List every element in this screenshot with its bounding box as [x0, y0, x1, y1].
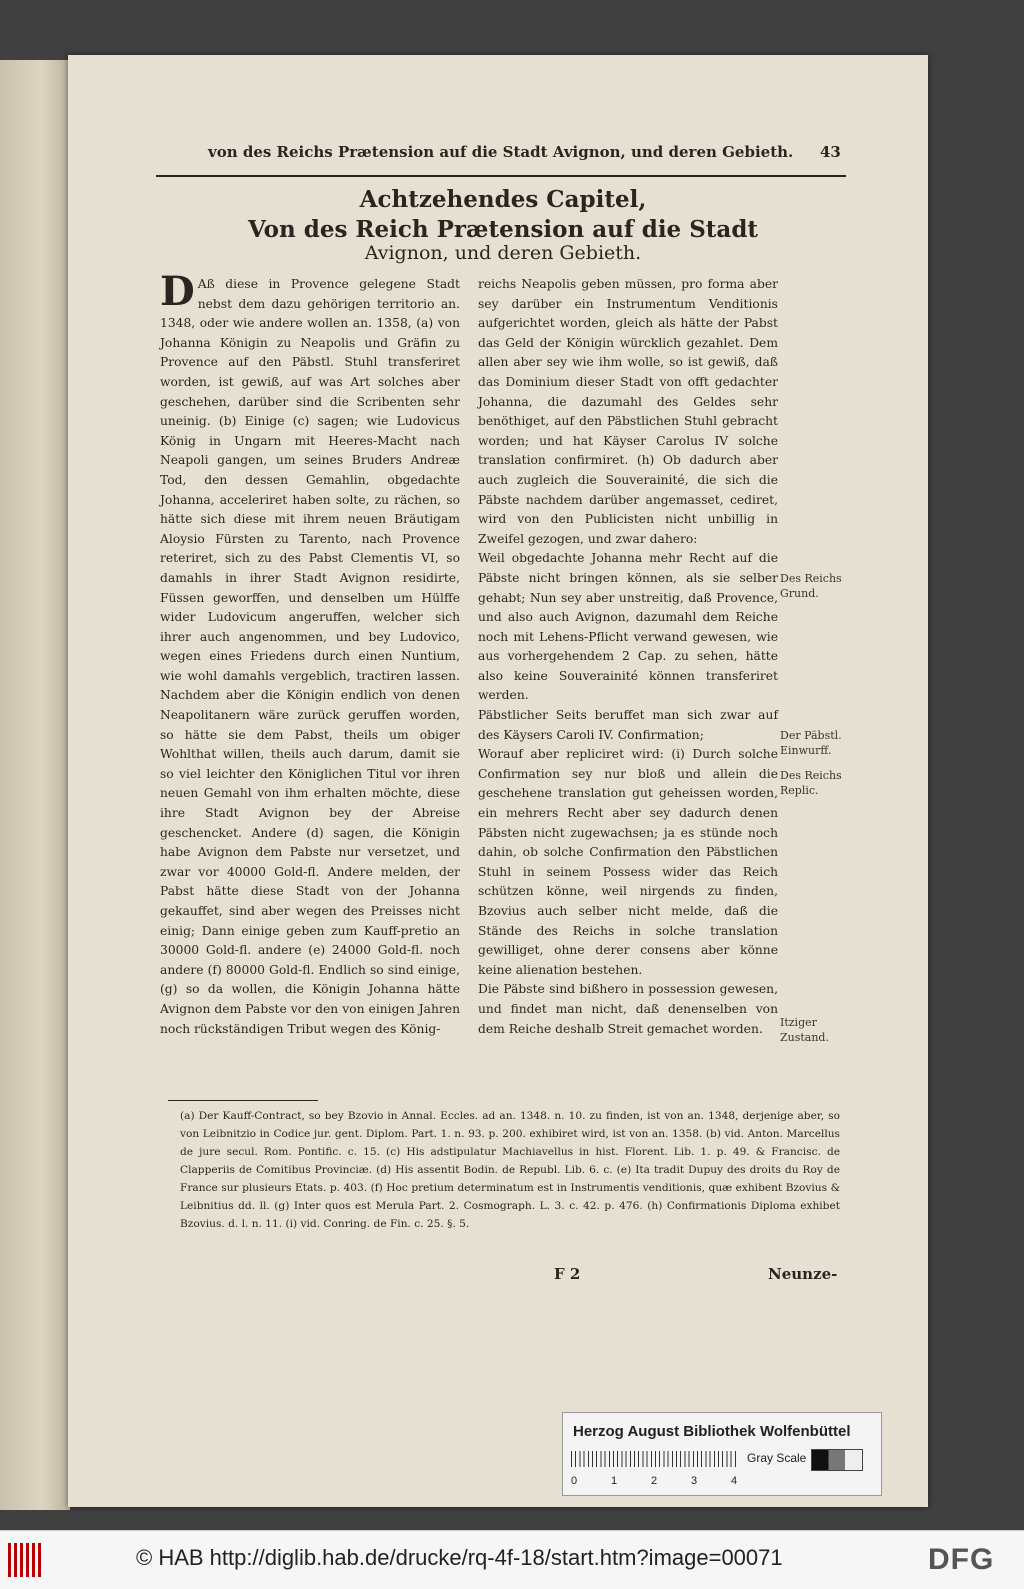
- ruler-number: 1: [611, 1475, 618, 1487]
- ruler-number: 2: [651, 1475, 658, 1487]
- footnotes: (a) Der Kauff-Contract, so bey Bzovio in Annal. Eccles. ad an. 1348. n. 10. zu finden, ist von an. 1348, derjenige aber, so von Leibnitzio in Codice jur. gent. Diplom. Part. 1. n. 93. p. 200. exhibiret wird, ist von an. 1358. (b) vid. Anton. Marcellus de jure secul. Rom. Pontific. c. 15. (c) His adstipulatur Machiavellus in hist. Florent. Lib. 1. p. 49. & Francisc. de Clapperiis de Comitibus Provinciæ. (d) His assentit Bodin. de Republ. Lib. 6. c. (e) Ita tradit Dupuy des droits du Roy de France sur plusieurs Etats. p. 403. (f) Hoc pretium determinatum est in Instrumentis venditionis, quæ exhibent Bzovius & Leibnitius dd. ll. (g) Inter quos est Merula Part. 2. Cosmograph. L. 3. c. 42. p. 476. (h) Confirmationis Diploma exhibet Bzovius. d. l. n. 11. (i) vid. Conring. de Fin. c. 25. §. 5.: [180, 1110, 840, 1230]
- card-title: Herzog August Bibliothek Wolfenbüttel: [573, 1423, 851, 1440]
- previous-page-edge: [0, 60, 70, 1510]
- page-number: 43: [820, 143, 841, 161]
- left-column: [160, 268, 460, 1039]
- catchword: Neunze-: [768, 1265, 838, 1283]
- ruler-number: 0: [571, 1475, 578, 1487]
- header-rule: [156, 175, 846, 177]
- margin-note-zustand: Itziger Zustand.: [780, 1016, 829, 1044]
- ruler-number: 4: [731, 1475, 738, 1487]
- paragraph: Worauf aber repliciret wird: (i) Durch solche Confirmation sey nur bloß und allein die geschehene translation gut geheissen worden, ein mehrers Recht aber sey dadurch denen Päbsten nicht zugewachsen; ja es stünde noch dahin, ob solche Confirmation den Päbstlichen Stuhl in seinem Possess wider das Reich schützen könne, weil nirgends zu finden, Bzovius auch selber nicht melde, daß die Stände des Reichs in solche translation gewilliget, ohne derer consens aber könne keine alienation bestehen.: [478, 747, 778, 977]
- margin-note-replic: Des Reichs Replic.: [780, 769, 842, 797]
- scale-ruler: [571, 1451, 739, 1467]
- chapter-title-line-2: Von des Reich Prætension auf die Stadt: [247, 216, 759, 243]
- margin-note-einwurff: Der Päbstl. Einwurff.: [780, 729, 842, 757]
- dfg-logo: DFG: [928, 1543, 995, 1576]
- viewer-footer: [0, 1530, 1024, 1589]
- color-calibration-card: [562, 1412, 882, 1496]
- book-page: [68, 55, 928, 1507]
- signature-mark: F 2: [554, 1265, 581, 1283]
- paragraph: DAß diese in Provence gelegene Stadt nebst dem dazu gehörigen territorio an. 1348, oder wie andere wollen an. 1358, (a) von Johanna Königin zu Neapolis und Gräfin zu Provence auf den Päbstl. Stuhl transferiret worden, ist gewiß, auf was Art solches aber geschehen, darüber sind die Scribenten sehr uneinig. (b) Einige (c) sagen; wie Ludovicus König in Ungarn mit Heeres-Macht nach Neapoli gangen, um seines Bruders Andreæ Tod, den dessen Gemahlin, obgedachte Johanna, acceleriret haben solte, zu rächen, so hätte sich diese mit ihrem neuen Bräutigam Aloysio Fürsten zu Tarento, nach Provence reteriret, sich zu des Pabst Clementis VI, so damahls in ihrer Stadt Avignon residirte, Füssen geworffen, und denselben um Hülffe wider Ludovicum angeruffen, welcher sich ihrer auch angenommen, und bey Ludovico, wegen eines Friedens durch einen Nuntium, wie wohl damahls vergeblich, tractiren lassen. Nachdem aber die Königin endlich von denen Neapolitanern wäre zurück geruffen worden, so hätte sie dem Pabst, theils um obiger Wohlthat willen, theils auch darum, damit sie so viel leichter den Königlichen Titul vor ihren neuen Gemahl von ihm erhalten möchte, diese ihre Stadt Avignon bey der Abreise geschencket. Andere (d) sagen, die Königin habe Avignon dem Pabste nur versetzet, und zwar vor 40000 Gold-fl. Andere melden, der Pabst hätte diese Stadt von der Johanna gekauffet, sind aber wegen des Preisses nicht einig; Dann einige geben zum Kauff-pretio an 30000 Gold-fl. andere (e) 24000 Gold-fl. noch andere (f) 80000 Gold-fl. Endlich so sind einige, (g) so da wollen, die Königin Johanna hätte Avignon dem Pabste vor den von einigen Jahren noch rückständigen Tribut wegen des König-: [160, 268, 460, 1036]
- chapter-title: [158, 185, 848, 245]
- ruler-number: 3: [691, 1475, 698, 1487]
- paragraph: Päbstlicher Seits beruffet man sich zwar auf des Käysers Caroli IV. Confirmation;: [478, 708, 778, 742]
- paragraph: reichs Neapolis geben müssen, pro forma aber sey darüber ein Instrumentum Venditionis aufgerichtet worden, gleich als hätte der Pabst das Geld der Königin würcklich gezahlet. Dem allen aber sey wie ihm wolle, so ist gewiß, daß das Dominium dieser Stadt von offt gedachter Johanna, die dazumahl des Geldes sehr benöthiget, auf den Päbstlichen Stuhl gebracht worden; und hat Käyser Carolus IV solche translation confirmiret. (h) Ob dadurch aber auch zugleich die Souverainité, die sich die Päbste nachdem darüber angemasset, cediret, wird von den Publicisten nicht unbillig in Zweifel gezogen, und zwar dahero:: [478, 277, 778, 546]
- right-column: [478, 275, 778, 1039]
- footnote-rule: [168, 1100, 318, 1101]
- running-head: von des Reichs Prætension auf die Stadt Avignon, und deren Gebieth.: [208, 143, 794, 161]
- source-link[interactable]: © HAB http://diglib.hab.de/drucke/rq-4f-18/start.htm?image=00071: [136, 1545, 783, 1570]
- chapter-subtitle: Avignon, und deren Gebieth.: [364, 242, 642, 264]
- hab-logo-icon: [8, 1543, 44, 1577]
- margin-note-grund: Des Reichs Grund.: [780, 572, 842, 600]
- gray-scale-swatch: [811, 1449, 863, 1471]
- paragraph: Weil obgedachte Johanna mehr Recht auf die Päbste nicht bringen können, als sie selber gehabt; Nun sey aber unstreitig, daß Provence, und also auch Avignon, dazumahl dem Reiche noch mit Lehens-Pflicht verwand gewesen, wie aus vorhergehendem 2 Cap. zu sehen, hätte also keine Souverainité können transferiret werden.: [478, 551, 778, 703]
- gray-scale-label: Gray Scale: [747, 1451, 807, 1465]
- chapter-title-line-1: Achtzehendes Capitel,: [359, 186, 647, 213]
- paragraph: Die Päbste sind bißhero in possession gewesen, und findet man nicht, daß denenselben von dem Reiche deshalb Streit gemachet worden.: [478, 982, 778, 1036]
